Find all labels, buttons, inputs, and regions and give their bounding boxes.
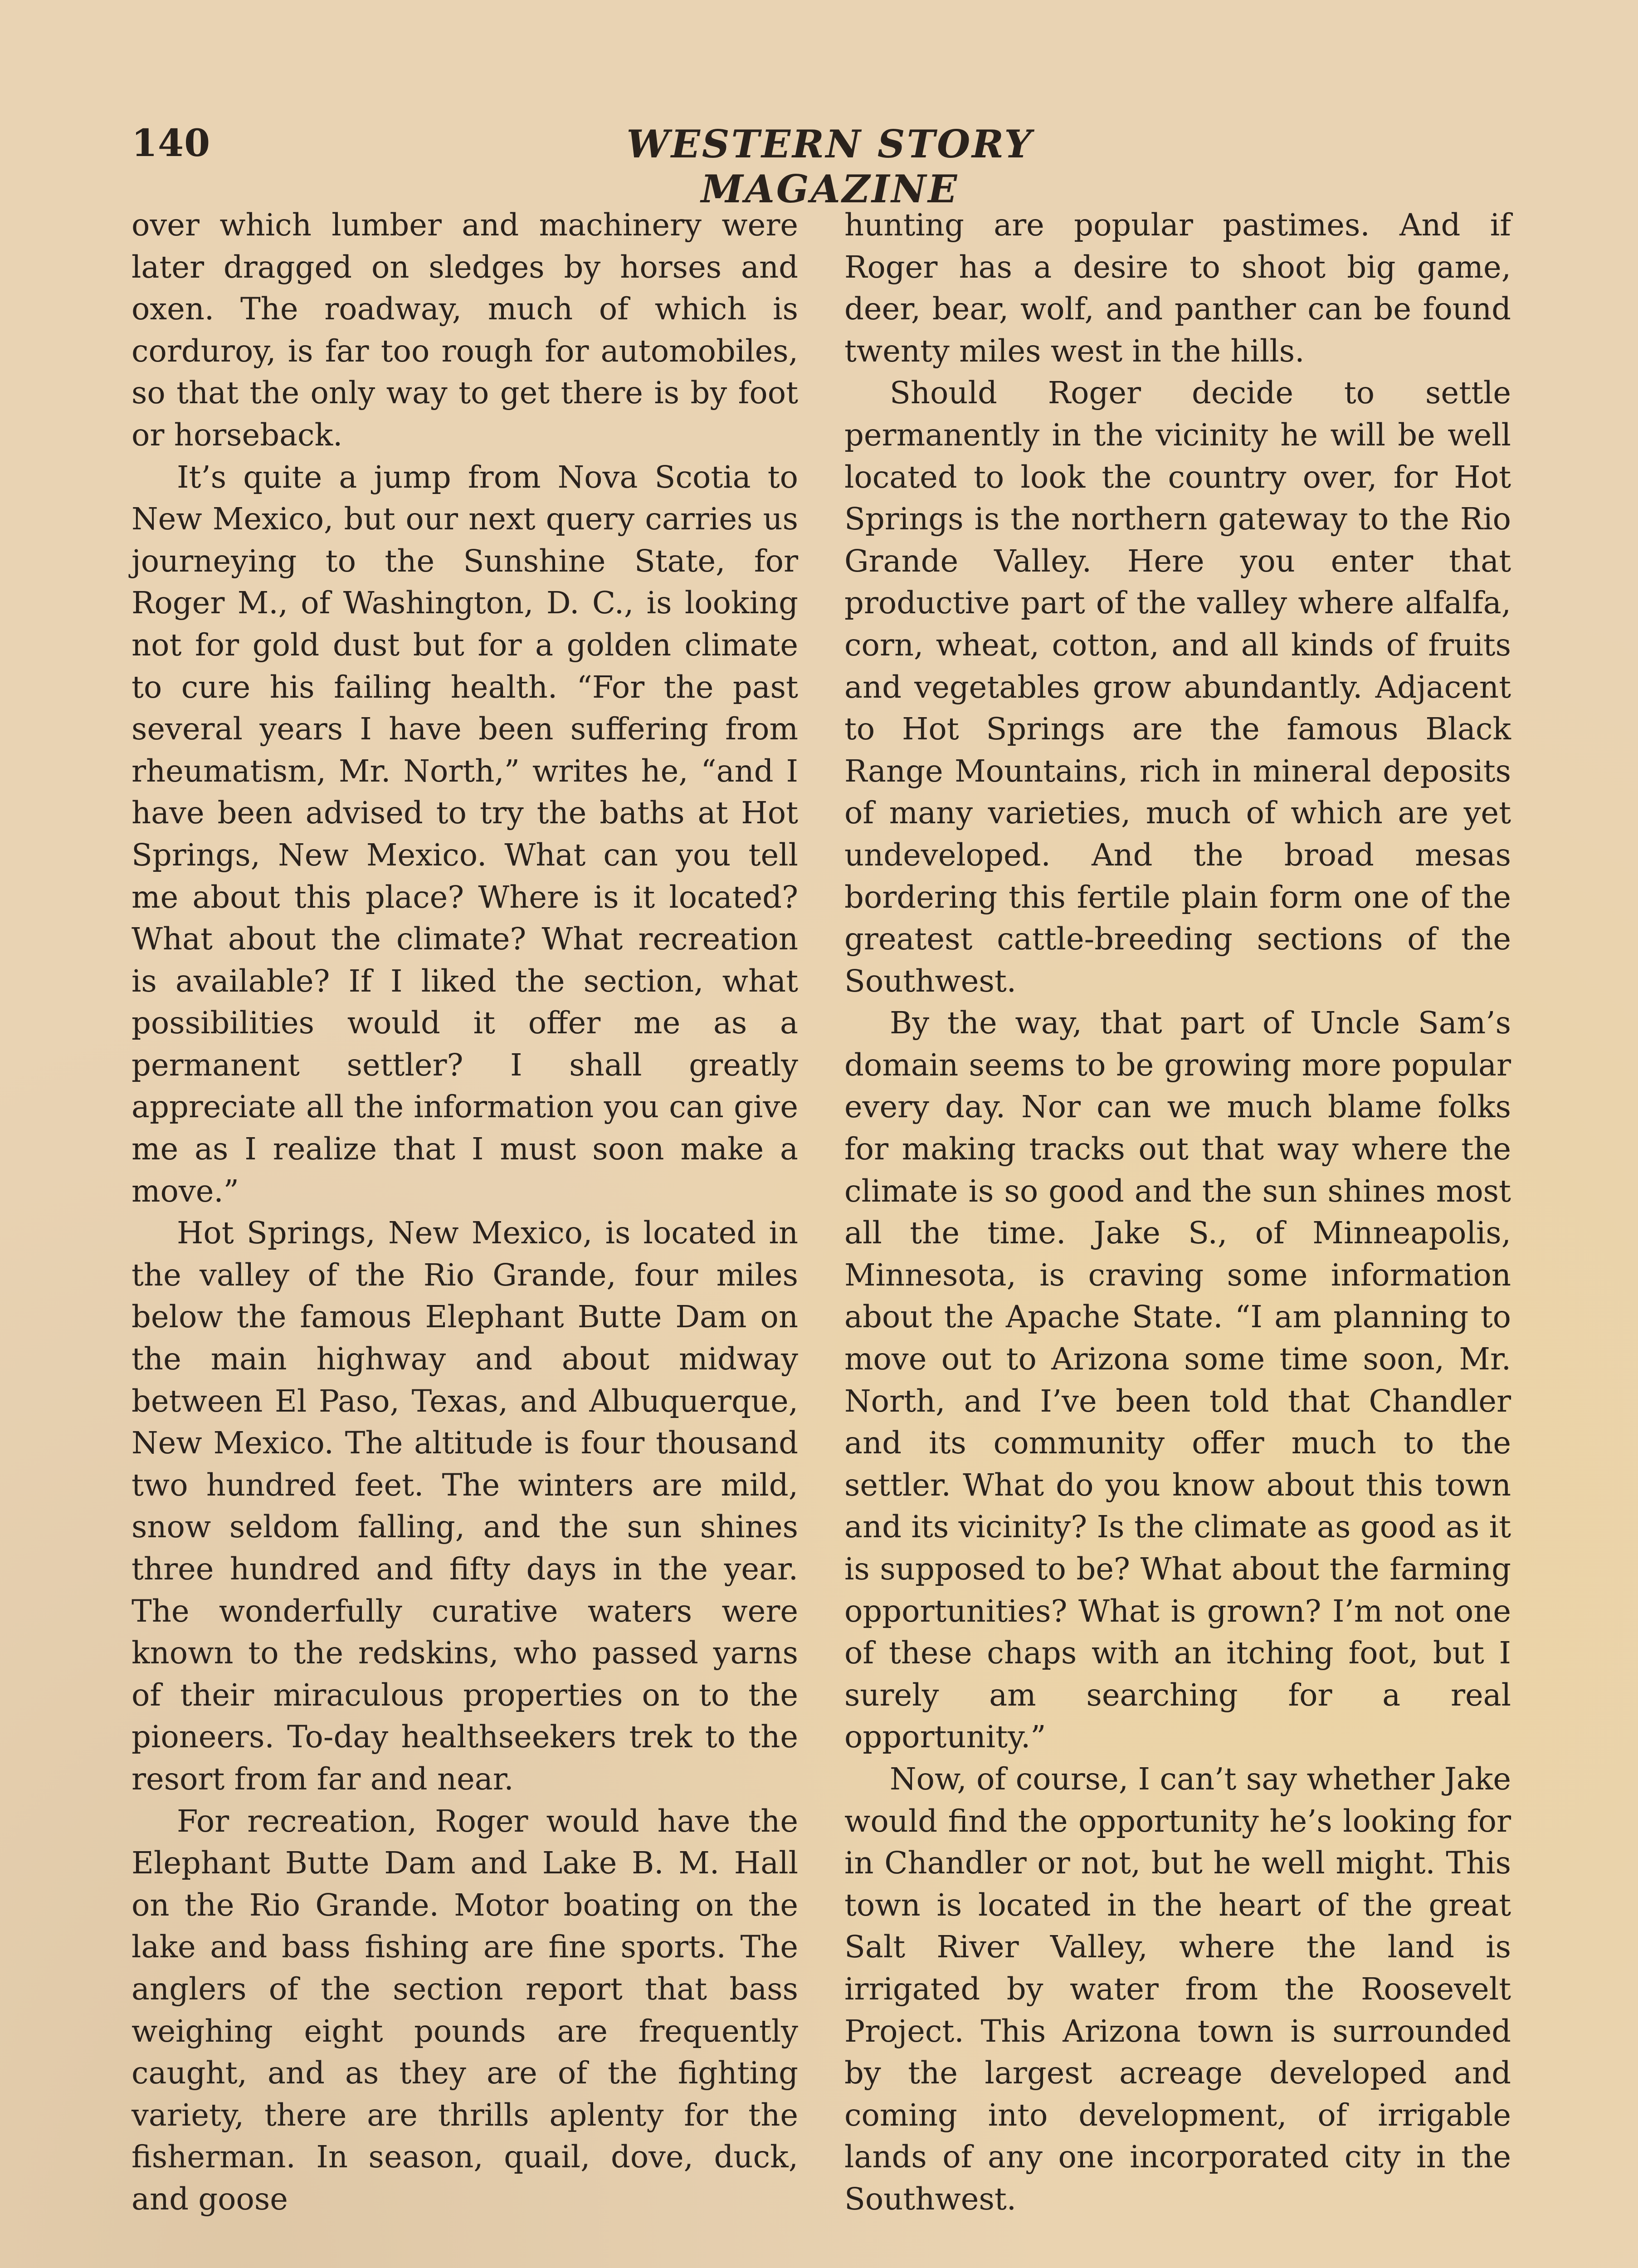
running-head: WESTERN STORY MAGAZINE (626, 122, 1034, 211)
left-column (132, 204, 798, 2220)
right-column (844, 204, 1511, 2220)
page-number: 140 (132, 122, 211, 165)
paragraph: Now, of course, I can’t say whether Jake would find the opportunity he’s looking for in Chandler or not, but he well might. This town is located in the heart of the great Salt River Valley, where the land is irrigated by water from the Roosevelt Project. This Arizona town is surrounded by the largest acreage developed and coming into development, of irrigable lands of any one incorporated city in the Southwest. (844, 1761, 1511, 2217)
paragraph: It’s quite a jump from Nova Scotia to New Mexico, but our next query carries us journeying to the Sunshine State, for Roger M., of Washington, D. C., is looking not for gold dust but for a golden climate to cure his failing health. “For the past several years I have been suffering from rheumatism, Mr. North,” writes he, “and I have been advised to try the baths at Hot Springs, New Mexico. What can you tell me about this place? Where is it located? What about the climate? What recreation is available? If I liked the section, what possibilities would it offer me as a permanent settler? I shall greatly appreciate all the information you can give me as I realize that I must soon make a move.” (132, 459, 798, 1209)
paragraph: over which lumber and machinery were later dragged on sledges by horses and oxen. The roadway, much of which is corduroy, is far too rough for automobiles, so that the only way to get there is by foot or horseback. (132, 207, 798, 453)
paragraph: Hot Springs, New Mexico, is located in the valley of the Rio Grande, four miles below the famous Elephant Butte Dam on the main highway and about midway between El Paso, Texas, and Albuquerque, New Mexico. The altitude is four thousand two hundred feet. The winters are mild, snow seldom falling, and the sun shines three hundred and fifty days in the year. The wonderfully curative waters were known to the redskins, who passed yarns of their miraculous properties on to the pioneers. To-day healthseekers trek to the resort from far and near. (132, 1215, 798, 1797)
paragraph: Should Roger decide to settle permanently in the vicinity he will be well located to look the country over, for Hot Springs is the northern gateway to the Rio Grande Valley. Here you enter that productive part of the valley where alfalfa, corn, wheat, cotton, and all kinds of fruits and vegetables grow abundantly. Adjacent to Hot Springs are the famous Black Range Mountains, rich in mineral deposits of many varieties, much of which are yet undeveloped. And the broad mesas bordering this fertile plain form one of the greatest cattle-breeding sections of the Southwest. (844, 375, 1511, 999)
paragraph: By the way, that part of Uncle Sam’s domain seems to be growing more popular every day. Nor can we much blame folks for making tracks out that way where the climate is so good and the sun shines most all the time. Jake S., of Minneapolis, Minnesota, is craving some information about the Apache State. “I am planning to move out to Arizona some time soon, Mr. North, and I’ve been told that Chandler and its community offer much to the settler. What do you know about this town and its vicinity? Is the climate as good as it is supposed to be? What about the farming opportunities? What is grown? I’m not one of these chaps with an itching foot, but I surely am searching for a real opportunity.” (844, 1005, 1511, 1755)
paragraph: For recreation, Roger would have the Elephant Butte Dam and Lake B. M. Hall on the Rio Grande. Motor boating on the lake and bass fishing are fine sports. The anglers of the section report that bass weighing eight pounds are frequently caught, and as they are of the fighting variety, there are thrills aplenty for the fisherman. In season, quail, dove, duck, and goose (132, 1803, 798, 2217)
paragraph: hunting are popular pastimes. And if Roger has a desire to shoot big game, deer, bear, wolf, and panther can be found twenty miles west in the hills. (844, 207, 1511, 369)
